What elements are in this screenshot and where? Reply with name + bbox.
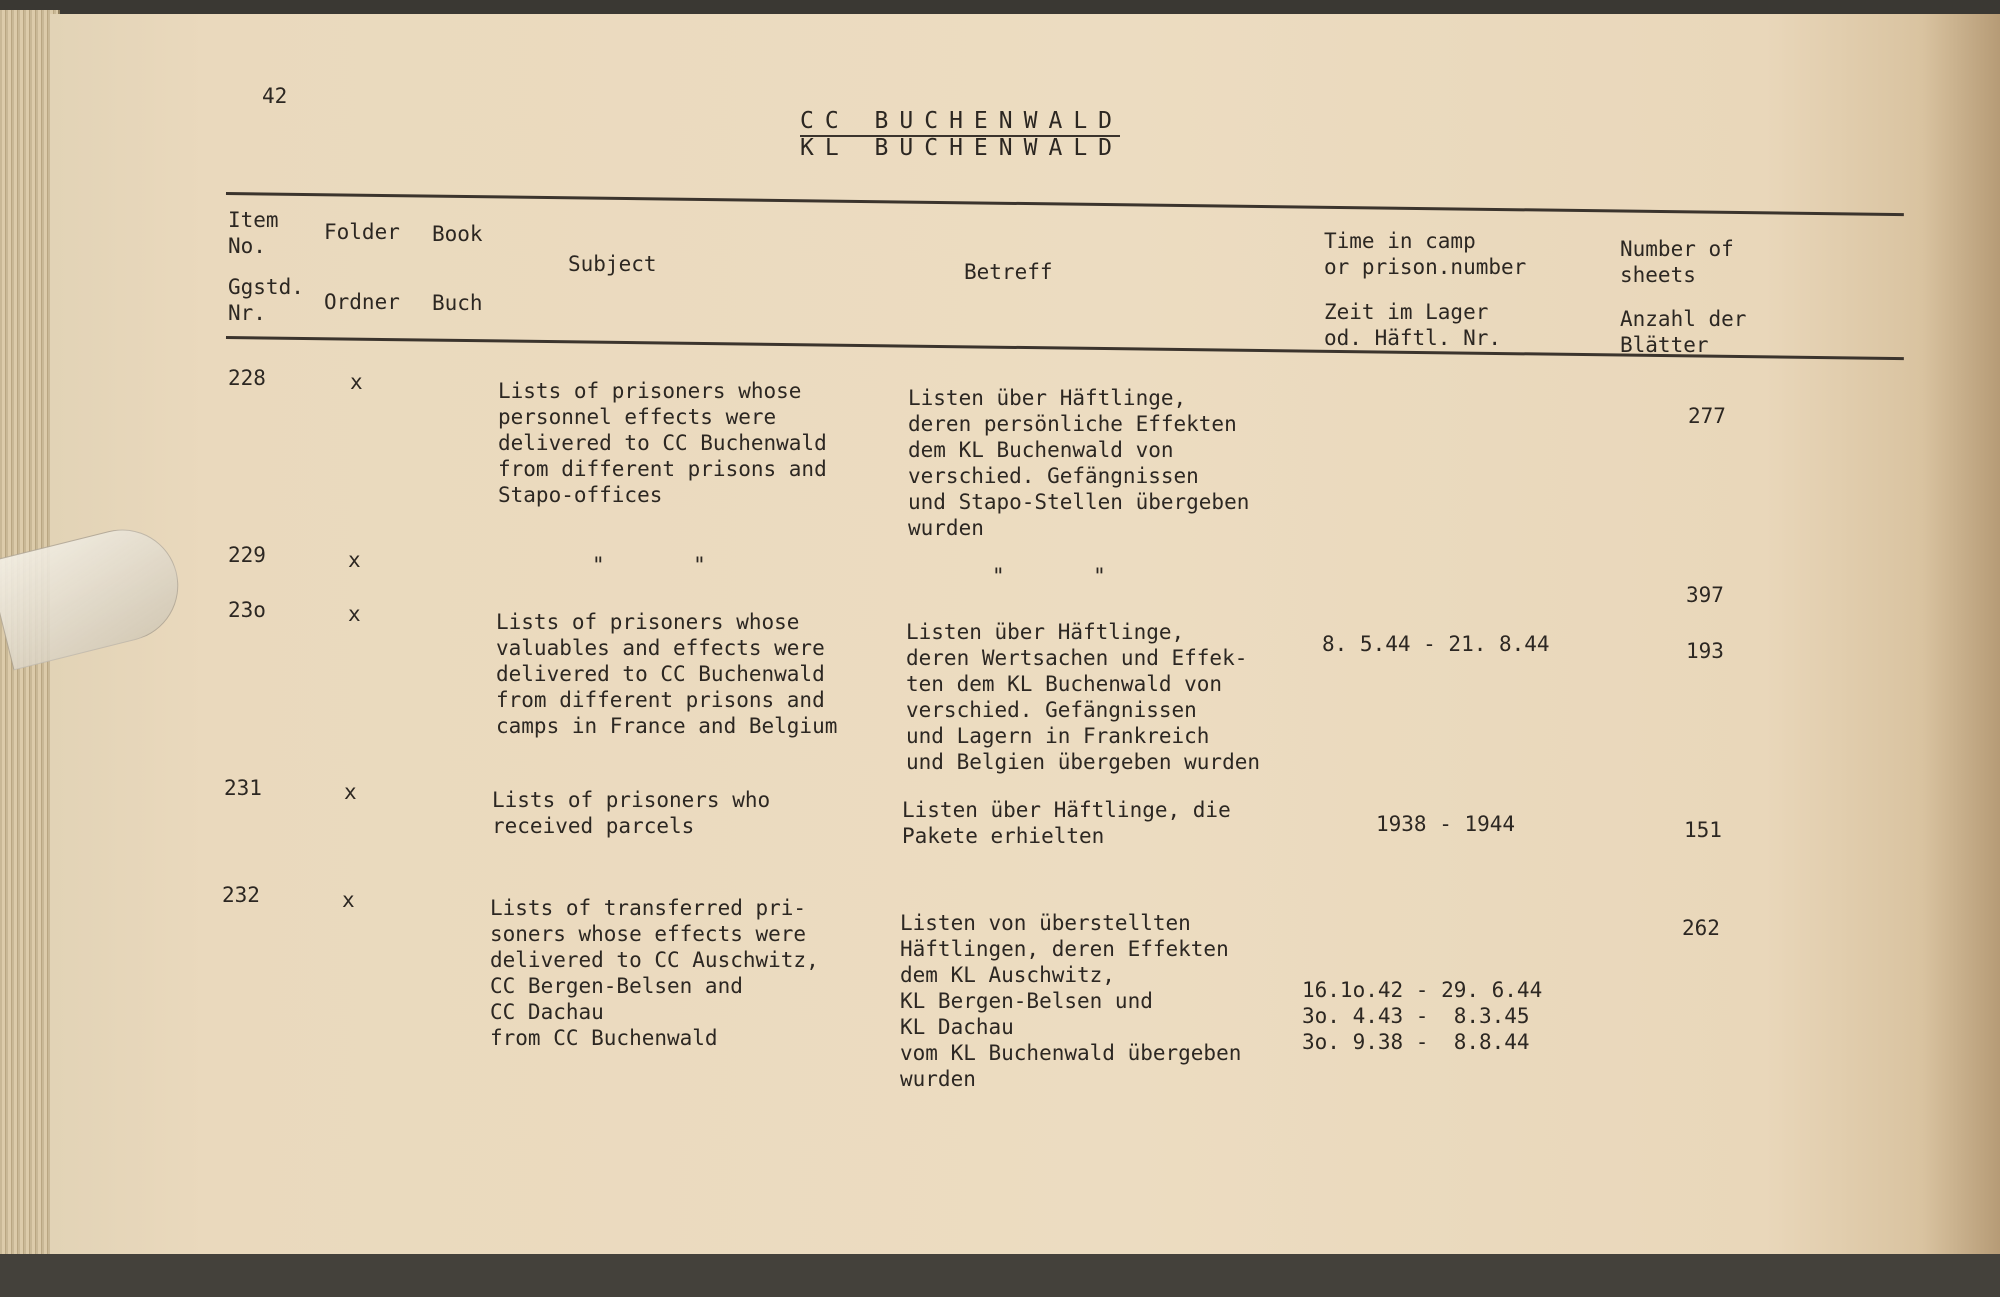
title-english: CC BUCHENWALD bbox=[800, 108, 1124, 134]
header-sheets-en: Number of sheets bbox=[1620, 237, 1734, 287]
row-betreff: Listen über Häftlinge, deren Wertsachen und Effek- ten dem KL Buchenwald von verschied. Gefängnissen und Lagern in Frankreich und Belgien übergeben wurden bbox=[906, 620, 1261, 774]
row-folder-mark: x bbox=[348, 602, 361, 626]
row-item-no: 229 bbox=[228, 543, 266, 567]
header-folder-de: Ordner bbox=[324, 290, 400, 314]
header-folder-en: Folder bbox=[324, 220, 400, 244]
page-number: 42 bbox=[262, 84, 288, 108]
row-time-in-camp: 1938 - 1944 bbox=[1376, 812, 1516, 836]
row-item-no: 231 bbox=[224, 776, 262, 800]
title-german: KL BUCHENWALD bbox=[800, 135, 1124, 161]
header-time-en: Time in camp or prison.number bbox=[1324, 229, 1527, 279]
row-subject-ditto: " " bbox=[592, 553, 706, 577]
header-book-en: Book bbox=[432, 222, 483, 246]
row-subject: Lists of prisoners who received parcels bbox=[492, 788, 771, 838]
row-betreff: Listen über Häftlinge, die Pakete erhielten bbox=[902, 798, 1231, 848]
row-folder-mark: x bbox=[350, 370, 363, 394]
row-time-in-camp: 8. 5.44 - 21. 8.44 bbox=[1322, 632, 1550, 656]
scan-border-bottom bbox=[0, 1254, 2000, 1297]
row-sheets: 277 bbox=[1688, 404, 1726, 428]
row-folder-mark: x bbox=[348, 548, 361, 572]
row-folder-mark: x bbox=[342, 888, 355, 912]
row-subject: Lists of transferred pri- soners whose effects were delivered to CC Auschwitz, CC Bergen-Belsen and CC Dachau from CC Buchenwald bbox=[490, 896, 819, 1050]
row-sheets: 151 bbox=[1684, 818, 1722, 842]
row-sheets: 262 bbox=[1682, 916, 1720, 940]
row-item-no: 23o bbox=[228, 598, 266, 622]
row-folder-mark: x bbox=[344, 780, 357, 804]
row-subject: Lists of prisoners whose valuables and effects were delivered to CC Buchenwald from different prisons and camps in France and Belgium bbox=[496, 610, 838, 738]
header-time-de: Zeit im Lager od. Häftl. Nr. bbox=[1324, 300, 1502, 350]
row-subject: Lists of prisoners whose personnel effects were delivered to CC Buchenwald from different prisons and Stapo-offices bbox=[498, 379, 827, 507]
header-item-no-en: Item No. bbox=[228, 208, 279, 258]
header-betreff: Betreff bbox=[964, 260, 1053, 284]
row-betreff: Listen von überstellten Häftlingen, deren Effekten dem KL Auschwitz, KL Bergen-Belsen und KL Dachau vom KL Buchenwald übergeben wurden bbox=[900, 911, 1242, 1091]
row-item-no: 228 bbox=[228, 366, 266, 390]
header-book-de: Buch bbox=[432, 291, 483, 315]
header-item-no-de: Ggstd. Nr. bbox=[228, 275, 304, 325]
row-betreff-ditto: " " bbox=[992, 564, 1106, 588]
row-betreff: Listen über Häftlinge, deren persönliche Effekten dem KL Buchenwald von verschied. Gefängnissen und Stapo-Stellen übergeben wurden bbox=[908, 386, 1250, 540]
row-time-in-camp: 16.1o.42 - 29. 6.44 3o. 4.43 - 8.3.45 3o. 9.38 - 8.8.44 bbox=[1302, 978, 1543, 1054]
header-sheets-de: Anzahl der Blätter bbox=[1620, 307, 1747, 357]
row-item-no: 232 bbox=[222, 883, 260, 907]
row-sheets: 193 bbox=[1686, 639, 1724, 663]
row-sheets: 397 bbox=[1686, 583, 1724, 607]
header-subject: Subject bbox=[568, 252, 657, 276]
